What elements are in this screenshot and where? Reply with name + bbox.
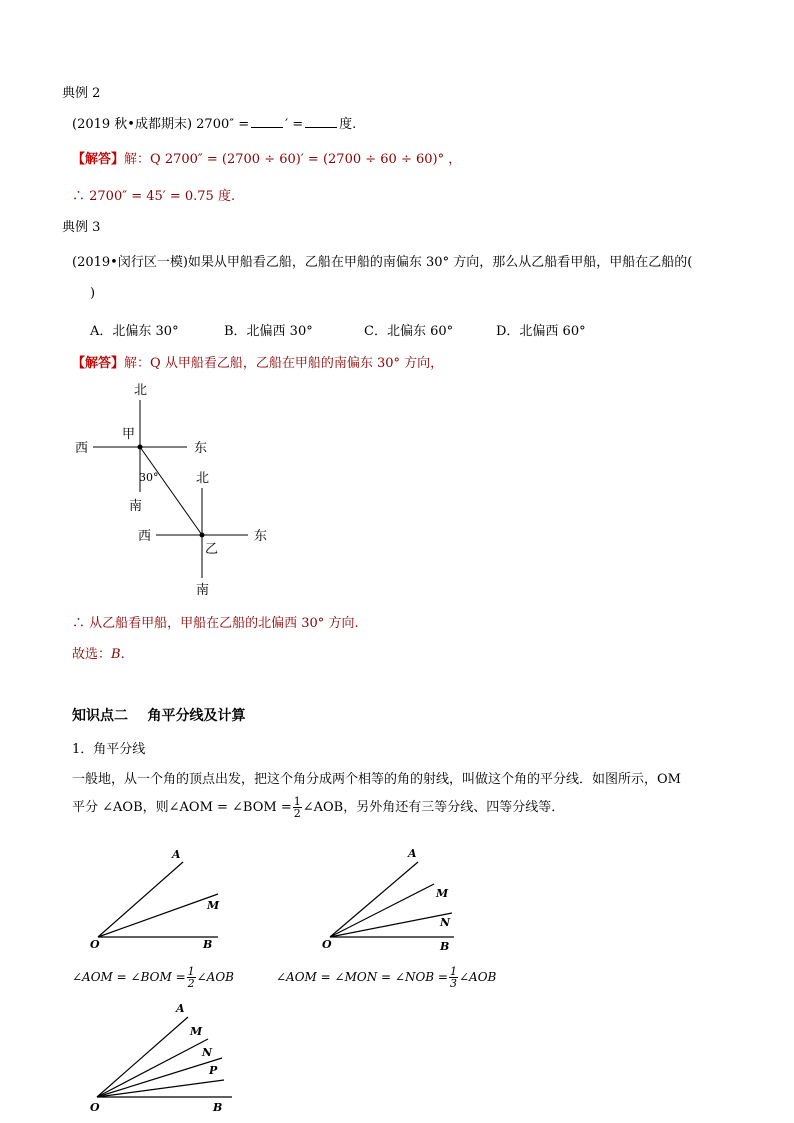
ray-op: [97, 1080, 224, 1097]
point-p-label: P: [209, 1064, 218, 1077]
east-label-2: 东: [254, 529, 268, 544]
para2-suffix: ∠AOB，另外角还有三等分线、四等分线等．: [302, 800, 565, 815]
subsection-title: 1．角平分线: [72, 742, 146, 757]
fraction-numerator: 1: [293, 795, 301, 808]
example3-conclusion: ∴ 从乙船看甲船，甲船在乙船的北偏西 30° 方向.: [72, 616, 359, 631]
answer-label: 解：: [124, 152, 151, 167]
answer-tag: 【解答】: [72, 356, 125, 371]
yi-label: 乙: [205, 542, 219, 557]
point-n-label: N: [440, 916, 451, 929]
example3-answer-text: Q 从甲船看乙船，乙船在甲船的南偏东 30° 方向，: [150, 356, 444, 371]
west-label-2: 西: [138, 529, 152, 544]
fraction-numerator: 1: [187, 965, 195, 978]
choice-value: B: [111, 647, 121, 662]
point-m-label: M: [190, 1025, 203, 1038]
example2-question-prefix: (2019 秋•成都期末) 2700″ =: [72, 117, 250, 132]
north-label-1: 北: [134, 383, 148, 398]
west-label-1: 西: [75, 441, 89, 456]
point-b-label: B: [440, 940, 450, 953]
point-a-label: A: [408, 847, 417, 860]
angle-label: 30°: [139, 471, 159, 484]
example3-heading: 典例 3: [62, 220, 101, 235]
figure2-formula-suffix: ∠AOB: [458, 970, 497, 984]
fraction-numerator: 1: [449, 965, 457, 978]
example2-question-end: 度.: [339, 117, 357, 132]
option-a[interactable]: A．北偏东 30°: [90, 324, 179, 339]
example2-question-mid: ′ =: [285, 117, 304, 132]
option-d[interactable]: D．北偏西 60°: [496, 324, 586, 339]
point-o-label: O: [90, 1101, 100, 1114]
example3-question-line2: ): [90, 286, 96, 301]
point-a-label: A: [172, 848, 181, 861]
para2-prefix: 平分 ∠AOB，则∠AOM = ∠BOM =: [72, 800, 292, 815]
point-o-label: O: [90, 938, 100, 951]
north-label-2: 北: [196, 471, 210, 486]
option-c[interactable]: C．北偏东 60°: [364, 324, 454, 339]
choice-label: 故选：: [72, 647, 112, 662]
option-b[interactable]: B．北偏西 30°: [224, 324, 313, 339]
point-n-label: N: [202, 1046, 213, 1059]
figure1-formula-suffix: ∠AOB: [196, 970, 235, 984]
figure2-formula-prefix: ∠AOM = ∠MON = ∠NOB =: [276, 970, 448, 984]
section-title: 知识点二 角平分线及计算: [72, 708, 246, 724]
south-label-2: 南: [196, 583, 210, 598]
point-a-label: A: [176, 1002, 185, 1015]
example3-question-line1: (2019•闵行区一模)如果从甲船看乙船，乙船在甲船的南偏东 30° 方向，那么从乙船看甲船，甲船在乙船的(: [72, 255, 693, 270]
point-b-label: B: [203, 938, 213, 951]
fraction-denominator: 2: [293, 807, 301, 820]
answer-label: 解：: [124, 356, 151, 371]
jia-label: 甲: [122, 427, 136, 442]
answer-tag: 【解答】: [72, 152, 125, 167]
point-b-label: B: [213, 1101, 223, 1114]
east-label-1: 东: [194, 441, 208, 456]
choice-end: .: [120, 647, 125, 662]
point-m-label: M: [436, 887, 449, 900]
example2-heading: 典例 2: [62, 86, 101, 101]
point-m-label: M: [207, 899, 220, 912]
point-o-label: O: [322, 938, 332, 951]
figure1-formula-prefix: ∠AOM = ∠BOM =: [72, 970, 186, 984]
example2-answer-line2: ∴ 2700″ = 45′ = 0.75 度.: [72, 189, 236, 204]
definition-para1: 一般地，从一个角的顶点出发，把这个角分成两个相等的角的射线，叫做这个角的平分线．如图所示，OM: [72, 772, 681, 787]
fraction-denominator: 3: [449, 977, 457, 990]
fraction-denominator: 2: [187, 977, 195, 990]
south-label-1: 南: [129, 499, 143, 514]
example2-answer-line1: Q 2700″ = (2700 ÷ 60)′ = (2700 ÷ 60 ÷ 60)° ，: [150, 152, 462, 167]
